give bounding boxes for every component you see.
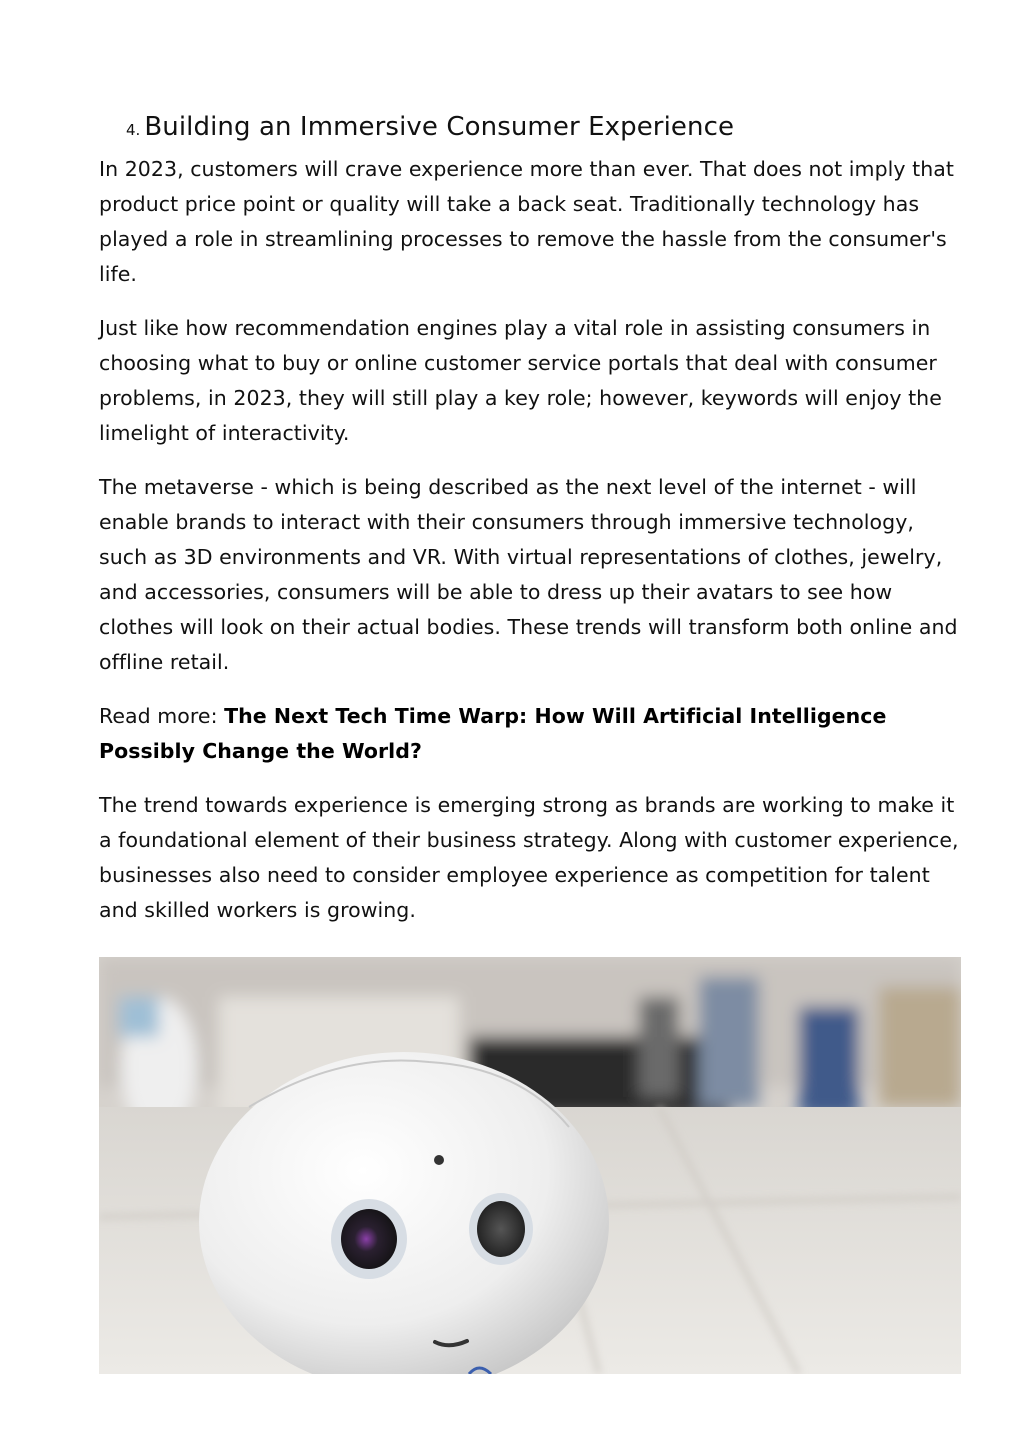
read-more — [99, 699, 961, 769]
article-content — [99, 112, 961, 947]
section-number: 4. — [126, 121, 141, 139]
paragraph-trend: The trend towards experience is emerging strong as brands are working to make it a foundational element of their business strategy. Along with customer experience, businesses also need to consider employee experience as competition for talent and skilled workers is growing. — [99, 793, 959, 922]
paragraph-recommendation: Just like how recommendation engines play a vital role in assisting consumers in choosing what to buy or online customer service portals that deal with consumer problems, in 2023, they will still play a key role; however, keywords will enjoy the limelight of interactivity. — [99, 316, 942, 445]
read-more-link[interactable]: The Next Tech Time Warp: How Will Artificial Intelligence Possibly Change the World? — [99, 704, 887, 763]
paragraph-metaverse: The metaverse - which is being described as the next level of the internet - will enable brands to interact with their consumers through immersive technology, such as 3D environments and VR. With virtual representations of clothes, jewelry, and accessories, consumers will be able to dress up their avatars to see how clothes will look on their actual bodies. These trends will transform both online and offline retail. — [99, 475, 958, 674]
section-heading — [126, 112, 961, 142]
paragraph-intro: In 2023, customers will crave experience more than ever. That does not imply that product price point or quality will take a back seat. Traditionally technology has played a role in streamlining processes to remove the hassle from the consumer's life. — [99, 157, 954, 286]
robot-photo — [99, 957, 961, 1374]
read-more-prefix: Read more: — [99, 704, 225, 728]
section-title: Building an Immersive Consumer Experience — [144, 112, 735, 142]
